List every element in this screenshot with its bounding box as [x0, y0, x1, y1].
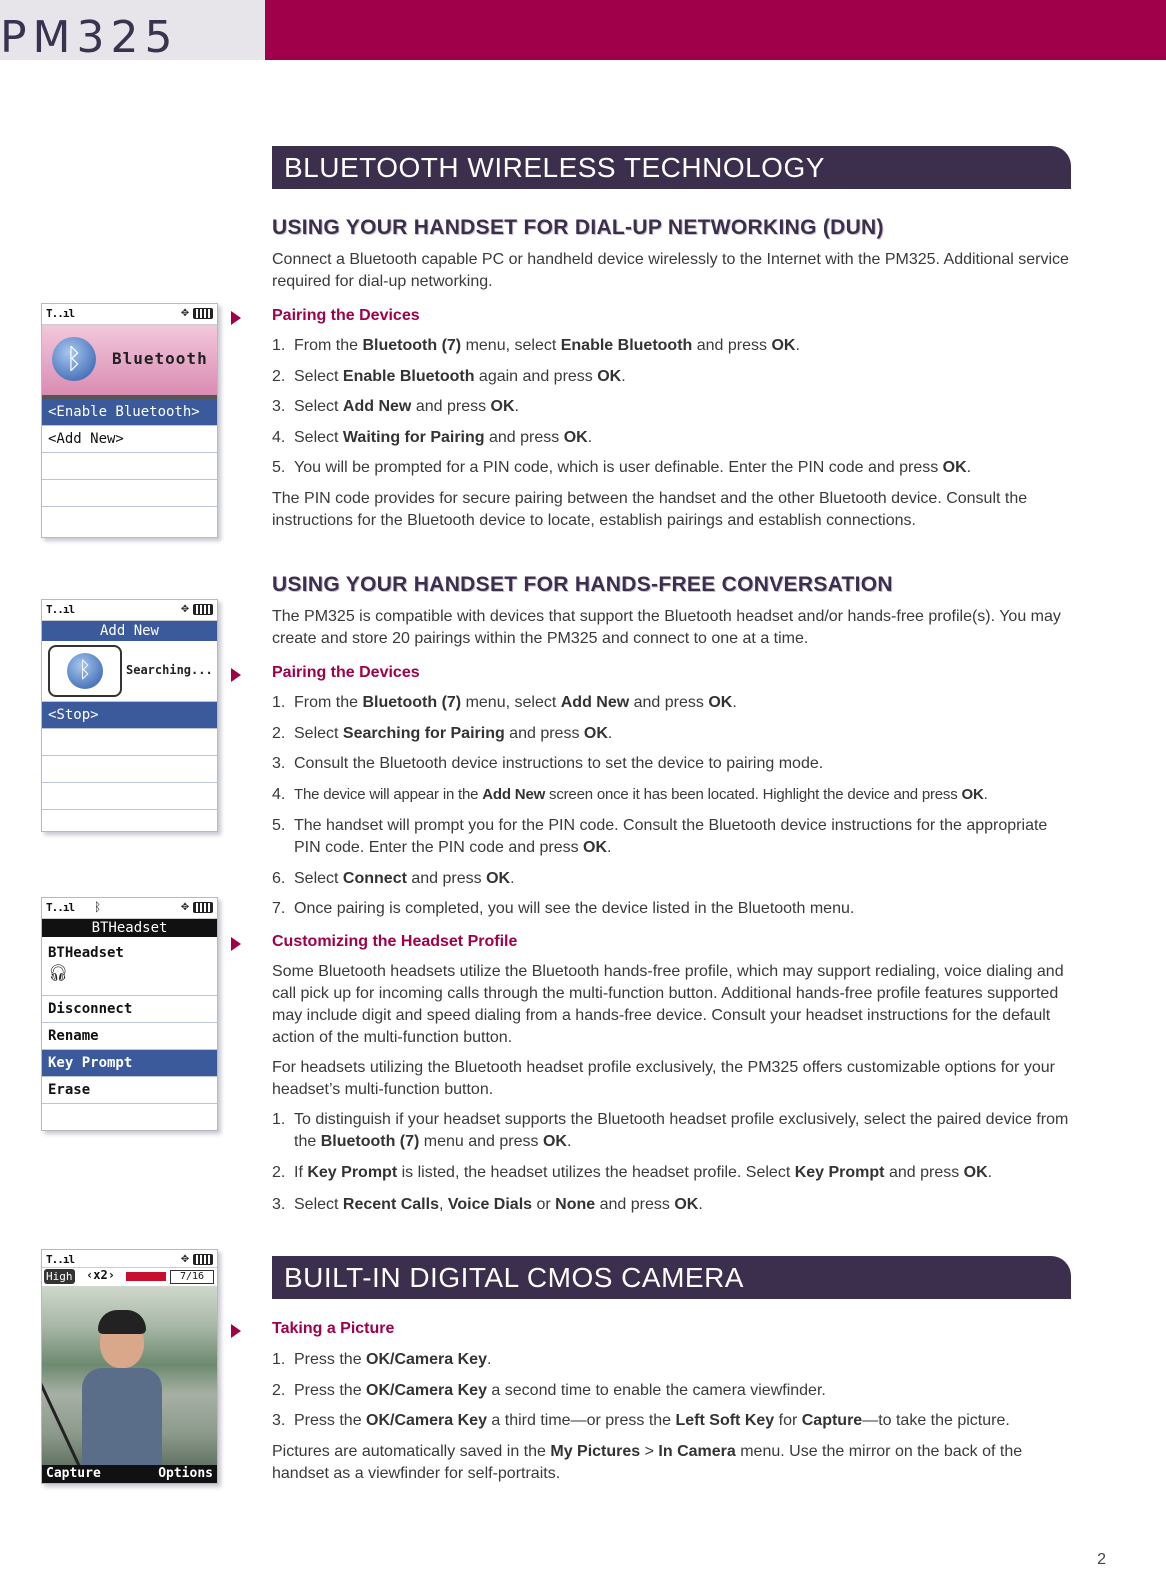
step-text: Select Waiting for Pairing and press OK. [294, 429, 593, 446]
searching-label: Searching... [126, 663, 213, 677]
step-text: Consult the Bluetooth device instructions to set the device to pairing mode. [294, 755, 824, 772]
zoom-indicator: ‹x2› [86, 1268, 115, 1282]
step-text: Select Searching for Pairing and press OK. [294, 725, 613, 742]
step-text: Select Recent Calls, Voice Dials or None and press OK. [294, 1196, 703, 1213]
step-number: 1. [272, 1111, 286, 1128]
battery-icon [193, 604, 213, 615]
camera-toolbar [42, 1268, 217, 1286]
menu-item-rename[interactable]: Rename [42, 1023, 217, 1050]
step-number: 2. [272, 368, 286, 385]
step-text: Once pairing is completed, you will see the device listed in the Bluetooth menu. [294, 900, 855, 917]
phone-screen-btheadset [41, 897, 218, 1131]
camera-banner: BUILT-IN DIGITAL CMOS CAMERA [272, 1256, 1071, 1299]
brand-title: PM325 [0, 12, 179, 63]
status-bar [42, 1250, 217, 1268]
device-name: BTHeadset [48, 945, 124, 961]
signal-icon: T..ıl [46, 603, 75, 616]
arrow-icon [231, 1324, 241, 1338]
camera-step [272, 1349, 1072, 1371]
menu-item-empty [42, 453, 217, 480]
page-number: 2 [1097, 1551, 1106, 1568]
bluetooth-banner: BLUETOOTH WIRELESS TECHNOLOGY [272, 146, 1071, 189]
subject-body [82, 1368, 162, 1468]
phone-screen-add-new [41, 599, 218, 832]
step-number: 4. [272, 786, 286, 803]
step-text: Press the OK/Camera Key. [294, 1351, 492, 1368]
header-accent-band [265, 0, 1166, 60]
gps-icon: ✥ [181, 601, 189, 616]
arrow-icon [231, 937, 241, 951]
bluetooth-status-icon: ᛒ [94, 900, 102, 914]
menu-item-empty [42, 729, 217, 756]
step-text: If Key Prompt is listed, the headset utilizes the headset profile. Select Key Prompt and press OK. [294, 1164, 993, 1181]
dun-step [272, 396, 1072, 418]
custom-step [272, 1194, 1072, 1216]
dun-intro: Connect a Bluetooth capable PC or handheld device wirelessly to the Internet with the PM325. Additional service required for dial-up networking. [272, 251, 1069, 290]
bluetooth-menu-header [42, 325, 217, 399]
phone-screen-bluetooth-menu [41, 303, 218, 538]
search-frame [48, 645, 122, 697]
step-text: Press the OK/Camera Key a third time—or press the Left Soft Key for Capture—to take the picture. [294, 1412, 1010, 1429]
gps-icon: ✥ [181, 899, 189, 914]
menu-item-empty [42, 480, 217, 507]
step-number: 4. [272, 429, 286, 446]
step-text: Press the OK/Camera Key a second time to enable the camera viewfinder. [294, 1382, 826, 1399]
step-text: Select Enable Bluetooth again and press OK. [294, 368, 626, 385]
status-bar [42, 304, 217, 325]
menu-item-disconnect[interactable]: Disconnect [42, 996, 217, 1023]
custom-step [272, 1109, 1072, 1153]
handsfree-intro: The PM325 is compatible with devices that support the Bluetooth headset and/or hands-free profile(s). You may create and store 20 pairings within the PM325 and connect to one at a time. [272, 608, 1061, 647]
dun-step [272, 335, 1072, 357]
menu-item-key-prompt[interactable]: Key Prompt [42, 1050, 217, 1077]
bluetooth-icon: ᛒ [67, 653, 103, 689]
handsfree-step [272, 753, 1072, 775]
handsfree-subheading: Pairing the Devices [272, 664, 420, 681]
menu-item-stop[interactable]: <Stop> [42, 702, 217, 729]
menu-item-erase[interactable]: Erase [42, 1077, 217, 1104]
fishing-rod [41, 1351, 82, 1470]
step-number: 1. [272, 1351, 286, 1368]
status-bar [42, 600, 217, 621]
custom-para-1: Some Bluetooth headsets utilize the Bluetooth hands-free profile, which may support redialing, voice dialing and call pick up for incoming calls through the multi-function button. Additional hands-free profile features supported may include digit and speed dialing from a hands-free device. Consult your headset instructions for the default action of the multi-function button. [272, 963, 1064, 1046]
step-text: Select Connect and press OK. [294, 870, 515, 887]
dun-step [272, 366, 1072, 388]
screen-title: Add New [42, 621, 217, 641]
bluetooth-icon: ᛒ [52, 337, 96, 381]
signal-icon: T..ıl [46, 901, 75, 914]
step-text: The device will appear in the Add New screen once it has been located. Highlight the device and press OK. [294, 786, 988, 803]
memory-bar [126, 1272, 166, 1281]
signal-icon: T..ıl [46, 307, 75, 320]
gps-icon: ✥ [181, 305, 189, 320]
quality-badge: High [46, 1270, 73, 1283]
dun-subheading: Pairing the Devices [272, 307, 420, 324]
status-bar [42, 898, 217, 919]
step-number: 3. [272, 398, 286, 415]
camera-viewfinder-image [42, 1286, 217, 1483]
arrow-icon [231, 668, 241, 682]
custom-subheading: Customizing the Headset Profile [272, 933, 518, 950]
menu-item-enable-bluetooth[interactable]: <Enable Bluetooth> [42, 399, 217, 426]
dun-step [272, 457, 1072, 479]
menu-item-empty [42, 756, 217, 783]
handsfree-step [272, 898, 1072, 920]
step-number: 7. [272, 900, 286, 917]
photo-counter: 7/16 [170, 1270, 214, 1284]
menu-item-empty [42, 783, 217, 810]
step-number: 1. [272, 337, 286, 354]
step-number: 3. [272, 1412, 286, 1429]
camera-step [272, 1410, 1072, 1432]
step-text: From the Bluetooth (7) menu, select Add New and press OK. [294, 694, 737, 711]
step-text: You will be prompted for a PIN code, which is user definable. Enter the PIN code and press OK. [294, 459, 972, 476]
headset-icon: 🎧︎ [48, 963, 69, 982]
subject-hair [98, 1310, 146, 1334]
capture-softkey[interactable]: Capture [46, 1466, 101, 1481]
arrow-icon [231, 311, 241, 325]
step-number: 5. [272, 459, 286, 476]
dun-heading: USING YOUR HANDSET FOR DIAL-UP NETWORKING (DUN) [272, 216, 884, 239]
camera-step [272, 1380, 1072, 1402]
step-number: 2. [272, 1382, 286, 1399]
step-number: 2. [272, 725, 286, 742]
screen-title: Bluetooth [112, 349, 208, 368]
dun-note: The PIN code provides for secure pairing between the handset and the other Bluetooth device. Consult the instructions for the Bluetooth device to locate, establish pairings and establish connections. [272, 490, 1028, 529]
menu-item-add-new[interactable]: <Add New> [42, 426, 217, 453]
step-number: 3. [272, 755, 286, 772]
step-text: Select Add New and press OK. [294, 398, 519, 415]
searching-panel [42, 641, 217, 702]
phone-screen-camera [41, 1249, 218, 1484]
device-panel [42, 937, 217, 996]
step-number: 6. [272, 870, 286, 887]
handsfree-step [272, 784, 1072, 806]
handsfree-step [272, 868, 1072, 890]
battery-icon [193, 902, 213, 913]
handsfree-heading: USING YOUR HANDSET FOR HANDS-FREE CONVERSATION [272, 573, 893, 596]
screen-title: BTHeadset [42, 919, 217, 937]
menu-item-empty [42, 507, 217, 533]
step-number: 2. [272, 1164, 286, 1181]
options-softkey[interactable]: Options [158, 1466, 213, 1481]
softkey-bar [42, 1465, 217, 1483]
camera-subheading: Taking a Picture [272, 1320, 395, 1337]
step-number: 1. [272, 694, 286, 711]
camera-note: Pictures are automatically saved in the My Pictures > In Camera menu. Use the mirror on the back of the handset as a viewfinder for self-portraits. [272, 1443, 1023, 1482]
step-number: 5. [272, 817, 286, 834]
step-text: From the Bluetooth (7) menu, select Enable Bluetooth and press OK. [294, 337, 800, 354]
custom-step [272, 1162, 1072, 1184]
dun-step [272, 427, 1072, 449]
handsfree-step [272, 815, 1072, 859]
step-text: To distinguish if your headset supports the Bluetooth headset profile exclusively, select the paired device from the Bluetooth (7) menu and press OK. [294, 1111, 1069, 1150]
step-number: 3. [272, 1196, 286, 1213]
battery-icon [193, 308, 213, 319]
handsfree-step [272, 692, 1072, 714]
gps-icon: ✥ [181, 1251, 189, 1266]
zoom-value: x2 [93, 1268, 108, 1282]
handsfree-step [272, 723, 1072, 745]
custom-para-2: For headsets utilizing the Bluetooth headset profile exclusively, the PM325 offers customizable options for your headset’s multi-function button. [272, 1059, 1055, 1098]
step-text: The handset will prompt you for the PIN code. Consult the Bluetooth device instructions for the appropriate PIN code. Enter the PIN code and press OK. [294, 817, 1048, 856]
signal-icon: T..ıl [46, 1253, 75, 1266]
battery-icon [193, 1254, 213, 1265]
